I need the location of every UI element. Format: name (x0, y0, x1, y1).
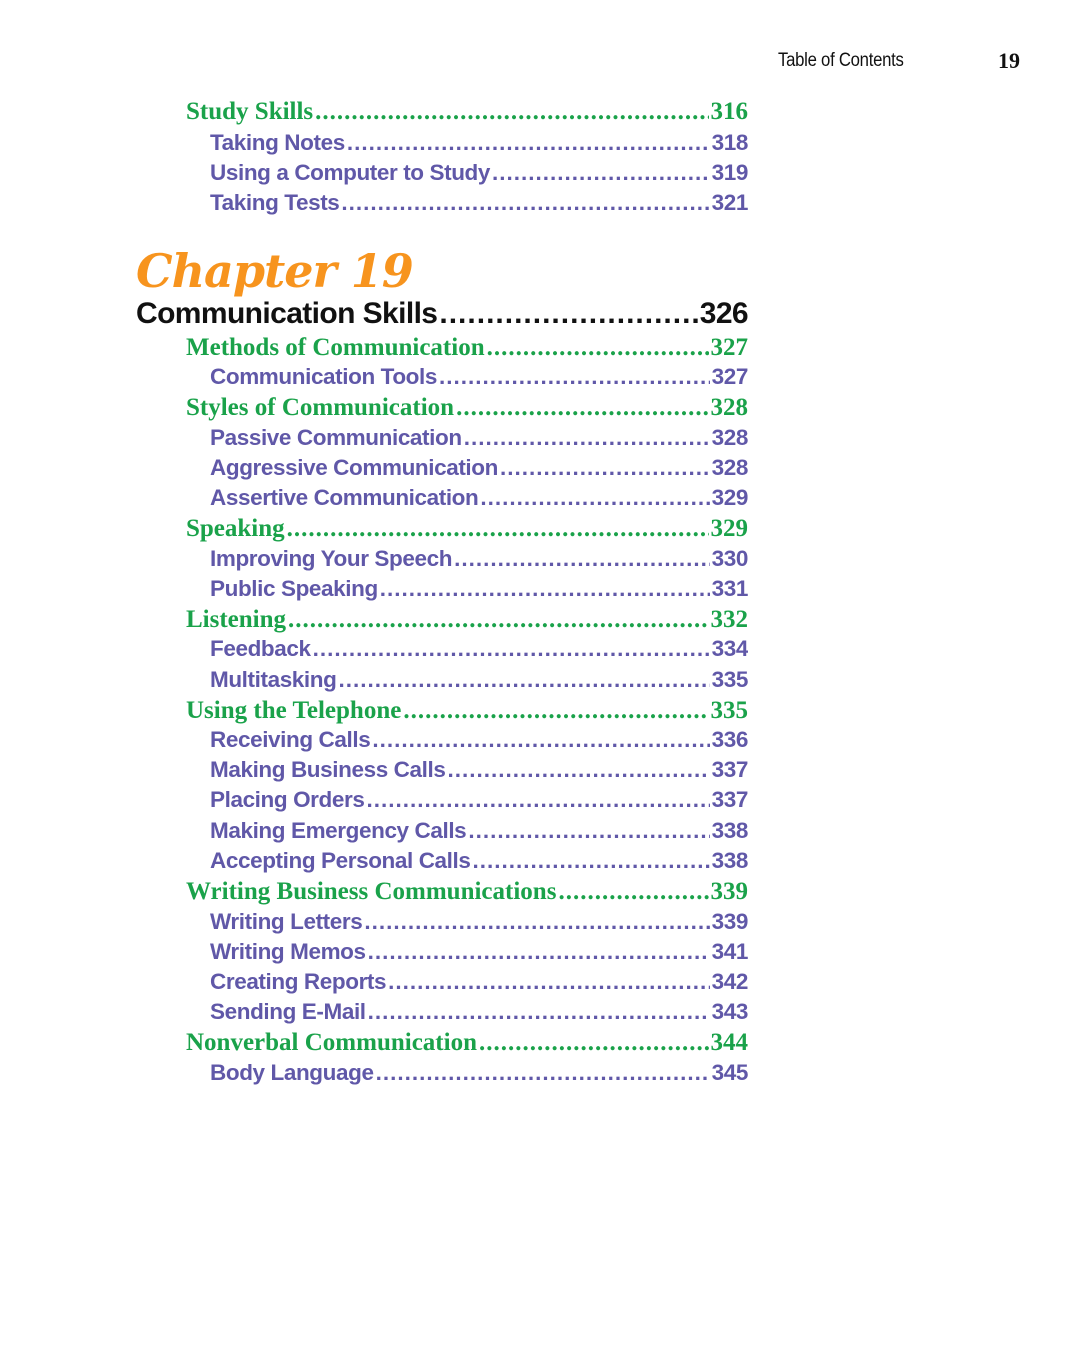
toc-item-label: Making Emergency Calls (210, 818, 467, 843)
dot-leader (341, 190, 709, 216)
dot-leader (464, 425, 710, 451)
dot-leader (372, 727, 709, 753)
toc-section-speaking[interactable] (186, 515, 748, 545)
toc-section-page: 328 (710, 394, 748, 421)
toc-item-page: 338 (711, 848, 748, 873)
toc-item-page: 343 (711, 999, 748, 1024)
toc-item-label: Public Speaking (210, 576, 378, 601)
dot-leader (479, 1029, 709, 1057)
toc-item-label: Placing Orders (210, 787, 365, 812)
toc-item[interactable] (210, 425, 748, 455)
dot-leader (403, 697, 708, 725)
toc-item-label: Making Business Calls (210, 757, 446, 782)
toc-section-page: 335 (710, 697, 748, 724)
dot-leader (368, 939, 710, 965)
toc-item-page: 318 (711, 130, 748, 155)
toc-item-page: 321 (711, 190, 748, 215)
dot-leader (558, 878, 708, 906)
toc-item-page: 334 (711, 636, 748, 661)
toc-item[interactable] (210, 455, 748, 485)
toc-item-label: Writing Memos (210, 939, 366, 964)
dot-leader (500, 455, 710, 481)
toc-item-label: Communication Tools (210, 364, 437, 389)
dot-leader (376, 1060, 710, 1086)
toc-section-label: Writing Business Communications (186, 878, 557, 905)
dot-leader (338, 667, 709, 693)
dot-leader (366, 787, 709, 813)
chapter-label: Chapter 19 (136, 244, 413, 298)
dot-leader (480, 485, 709, 511)
dot-leader (456, 394, 708, 422)
toc-item[interactable] (210, 546, 748, 576)
toc-item-label: Feedback (210, 636, 311, 661)
toc-item[interactable] (210, 667, 748, 697)
dot-leader (454, 546, 710, 572)
toc-item-label: Assertive Communication (210, 485, 479, 510)
toc-chapter-title[interactable] (136, 297, 748, 333)
toc-item[interactable] (210, 999, 748, 1029)
dot-leader (380, 576, 710, 602)
toc-section-methods-of-communication[interactable] (186, 334, 748, 364)
toc-item-label: Taking Tests (210, 190, 340, 215)
toc-item-label: Using a Computer to Study (210, 160, 491, 185)
toc-item[interactable] (210, 727, 748, 757)
toc-item-page: 338 (711, 818, 748, 843)
dot-leader (288, 606, 708, 634)
toc-section-label: Methods of Communication (186, 334, 485, 361)
toc-item-label: Creating Reports (210, 969, 387, 994)
dot-leader (347, 130, 710, 156)
toc-section-writing-business-communications[interactable] (186, 878, 748, 908)
running-head-title: Table of Contents (778, 50, 904, 71)
toc-item-page: 342 (711, 969, 748, 994)
dot-leader (439, 297, 697, 331)
toc-item[interactable] (210, 787, 748, 817)
toc-item[interactable] (210, 1060, 748, 1090)
toc-section-study-skills[interactable] (186, 98, 748, 128)
dot-leader (439, 364, 710, 390)
toc-item[interactable] (210, 848, 748, 878)
toc-item[interactable] (210, 576, 748, 606)
dot-leader (447, 757, 709, 783)
toc-section-label: Nonverbal Communication (186, 1029, 477, 1056)
toc-item[interactable] (210, 909, 748, 939)
toc-section-styles-of-communication[interactable] (186, 394, 748, 424)
toc-item-label: Passive Communication (210, 425, 462, 450)
toc-item-page: 337 (711, 757, 748, 782)
toc-section-page: 316 (710, 98, 748, 125)
toc-item-page: 330 (711, 546, 748, 571)
toc-item-page: 327 (711, 364, 748, 389)
dot-leader (388, 969, 710, 995)
dot-leader (468, 818, 709, 844)
toc-item-page: 341 (711, 939, 748, 964)
dot-leader (364, 909, 709, 935)
toc-item[interactable] (210, 190, 748, 220)
dot-leader (473, 848, 710, 874)
running-head (778, 48, 1020, 76)
dot-leader (492, 160, 710, 186)
toc-item-page: 328 (711, 425, 748, 450)
toc-item-page: 335 (711, 667, 748, 692)
toc-item[interactable] (210, 939, 748, 969)
toc-item[interactable] (210, 757, 748, 787)
toc-section-label: Listening (186, 606, 287, 633)
toc-item-page: 328 (711, 455, 748, 480)
toc-item[interactable] (210, 636, 748, 666)
toc-section-label: Styles of Communication (186, 394, 455, 421)
toc-section-page: 332 (710, 606, 748, 633)
chapter-page: 326 (699, 297, 748, 330)
toc-item[interactable] (210, 485, 748, 515)
toc-item-label: Aggressive Communication (210, 455, 498, 480)
dot-leader (487, 334, 709, 362)
toc-item-page: 339 (711, 909, 748, 934)
toc-item-label: Body Language (210, 1060, 374, 1085)
toc-item-label: Multitasking (210, 667, 337, 692)
toc-item[interactable] (210, 818, 748, 848)
dot-leader (315, 98, 708, 126)
toc-item-page: 336 (711, 727, 748, 752)
toc-item-page: 329 (711, 485, 748, 510)
toc-item-page: 319 (711, 160, 748, 185)
toc-section-page: 327 (710, 334, 748, 361)
toc-item-page: 331 (711, 576, 748, 601)
toc-section-page: 339 (710, 878, 748, 905)
toc-item-label: Taking Notes (210, 130, 345, 155)
toc-item-label: Receiving Calls (210, 727, 371, 752)
toc-section-label: Speaking (186, 515, 285, 542)
dot-leader (287, 515, 709, 543)
toc-item-label: Improving Your Speech (210, 546, 453, 571)
dot-leader (313, 636, 710, 662)
toc-item-label: Accepting Personal Calls (210, 848, 471, 873)
toc-item[interactable] (210, 130, 748, 160)
toc-item-label: Sending E-Mail (210, 999, 366, 1024)
chapter-title: Communication Skills (136, 297, 438, 330)
toc-item-page: 345 (711, 1060, 748, 1085)
toc-item-page: 337 (711, 787, 748, 812)
dot-leader (368, 999, 710, 1025)
toc-section-label: Study Skills (186, 98, 314, 125)
toc-section-nonverbal-communication[interactable] (186, 1029, 748, 1059)
toc-section-label: Using the Telephone (186, 697, 402, 724)
toc-section-using-the-telephone[interactable] (186, 697, 748, 727)
toc-item[interactable] (210, 969, 748, 999)
toc-section-listening[interactable] (186, 606, 748, 636)
toc-section-page: 344 (710, 1029, 748, 1056)
page-number: 19 (998, 48, 1020, 73)
toc-item-label: Writing Letters (210, 909, 363, 934)
toc-item[interactable] (210, 364, 748, 394)
toc-item[interactable] (210, 160, 748, 190)
toc-section-page: 329 (710, 515, 748, 542)
